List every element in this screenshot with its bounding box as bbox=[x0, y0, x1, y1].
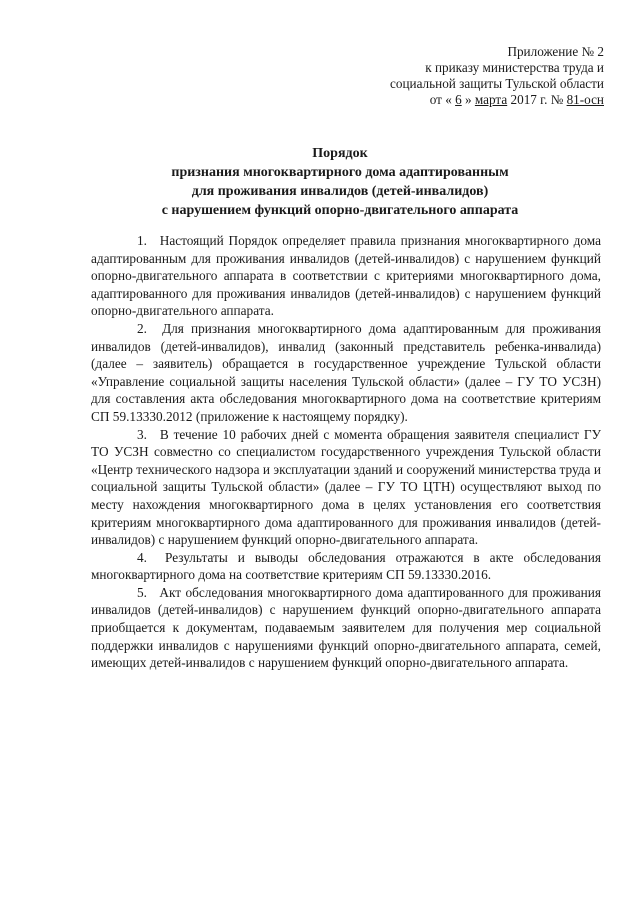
date-month: марта bbox=[474, 92, 508, 107]
date-day: 6 bbox=[455, 92, 462, 107]
paragraph-1 bbox=[91, 232, 601, 320]
paragraph-2 bbox=[91, 320, 601, 426]
order-number-prefix: № bbox=[550, 92, 564, 107]
paragraph-text: Настоящий Порядок определяет правила признания многоквартирного дома адаптированным для проживания инвалидов (детей-инвалидов) с нарушением функций опорно-двигательного аппарата в соответствии с критериями многоквартирного дома, адаптированного для проживания инвалидов (детей-инвалидов) с нарушением функций опорно-двигательного аппарата. bbox=[91, 233, 601, 319]
paragraph-5 bbox=[91, 584, 601, 672]
appendix-number: Приложение № 2 bbox=[507, 44, 604, 59]
title-line-1: Порядок bbox=[312, 146, 368, 161]
appendix-header bbox=[344, 44, 604, 108]
document-title bbox=[70, 144, 610, 220]
paragraph-number: 2. bbox=[137, 320, 147, 336]
date-prefix: от « bbox=[429, 92, 452, 107]
appendix-date-line bbox=[344, 92, 604, 108]
title-line-3: для проживания инвалидов (детей-инвалидов) bbox=[191, 184, 489, 199]
appendix-order-ref: к приказу министерства труда и bbox=[425, 60, 604, 75]
paragraph-text: Результаты и выводы обследования отражаются в акте обследования многоквартирного дома на соответствие критериям СП 59.13330.2016. bbox=[91, 549, 601, 583]
date-mid: » bbox=[465, 92, 472, 107]
paragraph-number: 4. bbox=[137, 549, 147, 565]
paragraph-text: Для признания многоквартирного дома адаптированным для проживания инвалидов (детей-инвалидов), инвалид (законный представитель ребенка-инвалида) (далее – заявитель) обращается в государственное учреждение Тульской области «Управление социальной защиты населения Тульской области» (далее – ГУ ТО УСЗН) для составления акта обследования многоквартирного дома на соответствие критериям СП 59.13330.2012 (приложение к настоящему порядку). bbox=[91, 320, 601, 424]
paragraph-4 bbox=[91, 549, 601, 584]
date-year: 2017 г. bbox=[510, 92, 548, 107]
paragraph-number: 5. bbox=[137, 584, 147, 600]
paragraph-text: Акт обследования многоквартирного дома адаптированного для проживания инвалидов (детей-инвалидов) с нарушением функций опорно-двигательного аппарата приобщается к документам, подаваемым заявителем для получения мер социальной поддержки инвалидов с нарушениями функций опорно-двигательного аппарата, семей, имеющих детей-инвалидов с нарушением функций опорно-двигательного аппарата. bbox=[91, 584, 601, 671]
title-line-2: признания многоквартирного дома адаптированным bbox=[171, 165, 509, 180]
appendix-ministry: социальной защиты Тульской области bbox=[390, 76, 604, 91]
document-body bbox=[91, 232, 601, 672]
order-number: 81-осн bbox=[566, 92, 604, 107]
paragraph-number: 1. bbox=[137, 233, 147, 248]
paragraph-3 bbox=[91, 426, 601, 549]
paragraph-number: 3. bbox=[137, 426, 147, 442]
title-line-4: с нарушением функций опорно-двигательного аппарата bbox=[161, 203, 519, 218]
paragraph-text: В течение 10 рабочих дней с момента обращения заявителя специалист ГУ ТО УСЗН совместно со специалистом государственного учреждения Тульской области «Центр технического надзора и эксплуатации зданий и сооружений министерства труда и социальной защиты Тульской области» (далее – ГУ ТО ЦТН) осуществляют выход по месту нахождения многоквартирного дома в целях установления его соответствия критериям многоквартирного дома адаптированного для проживания инвалидов (детей-инвалидов) с нарушением функций опорно-двигательного аппарата. bbox=[91, 426, 601, 548]
